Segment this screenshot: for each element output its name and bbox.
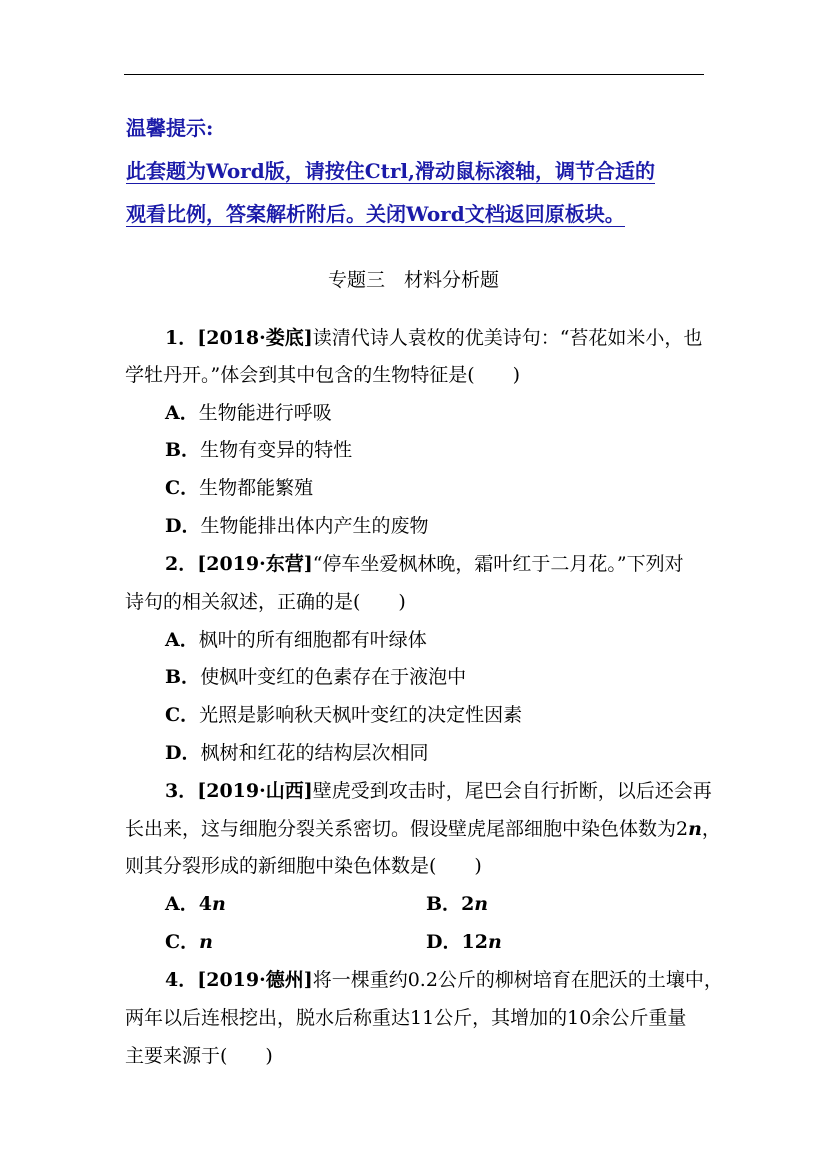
question-3-line-3: 则其分裂形成的新细胞中染色体数是( )	[125, 855, 482, 877]
option-text: 枫树和红花的结构层次相同	[200, 742, 429, 764]
option-label: B．	[426, 893, 462, 915]
question-4-source: [2019·德州]	[197, 969, 313, 991]
variable-n: n	[199, 931, 213, 953]
tip-line-2-text: 观看比例，答案解析附后。关闭Word文档返回原板块。	[126, 202, 625, 226]
question-2-line-1: “停车坐爱枫林晚，霜叶红于二月花。”下列对	[312, 553, 684, 575]
variable-n: n	[688, 818, 702, 840]
question-2-number: 2．	[165, 553, 198, 575]
option-label: A．	[165, 402, 199, 424]
option-text: 12	[461, 931, 488, 953]
question-1-source: [2018·娄底]	[197, 327, 313, 349]
option-label: A．	[165, 629, 199, 651]
question-1-line-2: 学牡丹开。”体会到其中包含的生物特征是( )	[125, 364, 521, 386]
option-text: 光照是影响秋天枫叶变红的决定性因素	[199, 704, 523, 726]
variable-n: n	[474, 893, 489, 915]
question-1-stem	[165, 323, 702, 350]
question-3-option-c[interactable]	[165, 927, 213, 954]
question-4-stem	[165, 965, 723, 992]
tip-line-1-text: 此套题为Word版，请按住Ctrl,滑动鼠标滚轴，调节合适的	[126, 159, 655, 183]
question-4-line-2: 两年以后连根挖出，脱水后称重达11公斤，其增加的10余公斤重量	[125, 1007, 687, 1029]
option-label: C．	[165, 931, 200, 953]
question-3-line-2-end: ，	[701, 818, 721, 840]
option-label: C．	[165, 477, 200, 499]
question-3-option-b[interactable]	[426, 889, 488, 916]
question-2-option-c[interactable]	[165, 700, 522, 727]
question-3-line-1: 壁虎受到攻击时，尾巴会自行折断，以后还会再	[312, 780, 712, 802]
option-text: 生物能排出体内产生的废物	[200, 515, 429, 537]
question-3-source: [2019·山西]	[197, 780, 313, 802]
option-text: 生物能进行呼吸	[198, 402, 332, 424]
question-3-line-2	[125, 814, 721, 841]
question-4-line-3: 主要来源于( )	[125, 1045, 273, 1067]
option-label: D．	[426, 931, 462, 953]
option-label: B．	[165, 439, 201, 461]
question-4-number: 4．	[165, 969, 198, 991]
page-title: 专题三 材料分析题	[327, 269, 499, 291]
question-2-stem	[165, 549, 684, 576]
option-label: D．	[165, 515, 201, 537]
question-4-line-1: 将一棵重约0.2公斤的柳树培育在肥沃的土壤中，	[312, 969, 723, 991]
question-3-number: 3．	[165, 780, 198, 802]
option-text: 2	[461, 893, 475, 915]
question-2-option-d[interactable]	[165, 738, 429, 765]
question-1-option-b[interactable]	[165, 435, 352, 462]
header-rule	[124, 74, 704, 75]
question-3-line-2-text: 长出来，这与细胞分裂关系密切。假设壁虎尾部细胞中染色体数为2	[125, 818, 689, 840]
question-1-option-d[interactable]	[165, 511, 429, 538]
variable-n: n	[211, 893, 226, 915]
question-2-source: [2019·东营]	[197, 553, 313, 575]
option-label: B．	[165, 666, 201, 688]
option-text: 生物都能繁殖	[199, 477, 314, 499]
option-text: 4	[198, 893, 212, 915]
option-text: 使枫叶变红的色素存在于液泡中	[200, 666, 467, 688]
question-1-number: 1．	[165, 327, 198, 349]
question-3-option-d[interactable]	[426, 927, 502, 954]
question-1-line-1: 读清代诗人袁枚的优美诗句：“苔花如米小，也	[312, 327, 703, 349]
question-1-option-a[interactable]	[165, 398, 332, 425]
question-3-option-a[interactable]	[165, 889, 226, 916]
option-label: A．	[165, 893, 199, 915]
tip-line-2[interactable]	[126, 198, 625, 227]
question-3-stem	[165, 776, 712, 803]
tip-heading: 温馨提示:	[126, 116, 214, 140]
option-label: C．	[165, 704, 200, 726]
question-1-option-c[interactable]	[165, 473, 313, 500]
question-2-option-b[interactable]	[165, 662, 466, 689]
option-text: 枫叶的所有细胞都有叶绿体	[198, 629, 427, 651]
variable-n: n	[487, 931, 502, 953]
question-2-option-a[interactable]	[165, 625, 427, 652]
option-label: D．	[165, 742, 201, 764]
question-2-line-2: 诗句的相关叙述，正确的是( )	[125, 591, 406, 613]
option-text: 生物有变异的特性	[200, 439, 353, 461]
tip-line-1[interactable]	[126, 155, 655, 184]
